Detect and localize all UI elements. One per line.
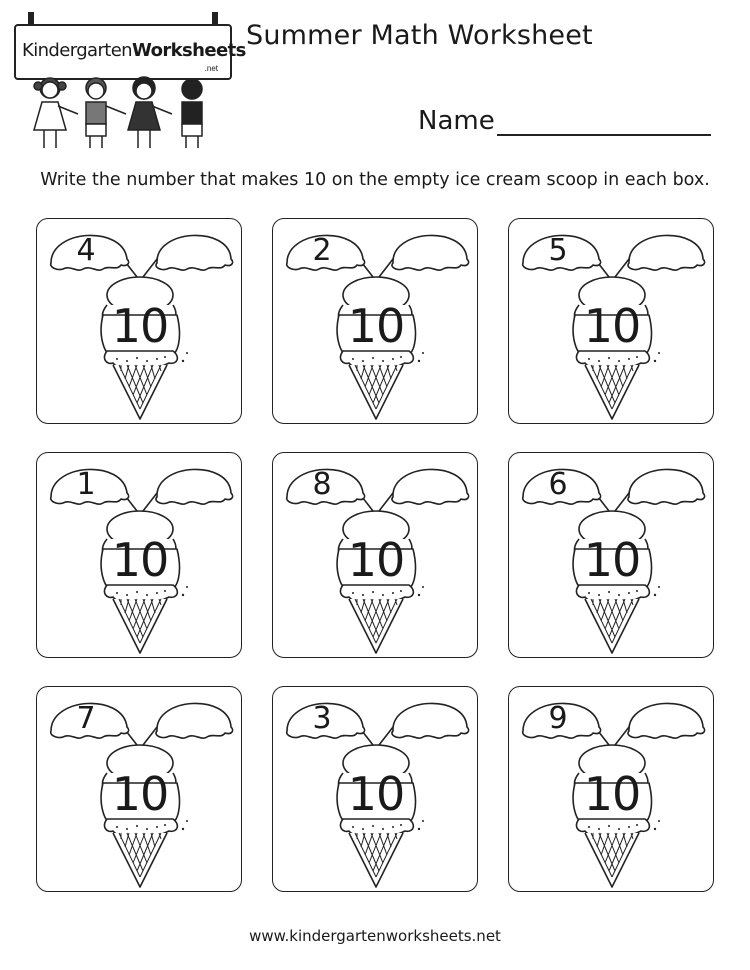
problem-card	[36, 686, 242, 892]
name-field[interactable]	[418, 106, 711, 136]
empty-scoop-answer[interactable]	[161, 467, 231, 501]
empty-scoop-answer[interactable]	[161, 701, 231, 735]
given-number: 4	[76, 233, 96, 268]
empty-scoop-answer[interactable]	[633, 467, 703, 501]
footer-url: www.kindergartenworksheets.net	[249, 927, 501, 945]
target-sum: 10	[583, 299, 641, 353]
children-illustration	[22, 72, 222, 152]
name-blank-line[interactable]	[497, 110, 711, 136]
given-number: 1	[76, 467, 96, 502]
problem-card	[508, 686, 714, 892]
target-sum: 10	[347, 533, 405, 587]
page-title: Summer Math Worksheet	[246, 20, 593, 51]
problem-card	[36, 218, 242, 424]
given-number: 2	[312, 233, 332, 268]
target-sum: 10	[111, 767, 169, 821]
target-sum: 10	[583, 767, 641, 821]
logo-brand-plain: Kindergarten	[22, 40, 132, 61]
logo-tld: .net	[204, 64, 218, 73]
empty-scoop-answer[interactable]	[633, 233, 703, 267]
instructions: Write the number that makes 10 on the empty ice cream scoop in each box.	[40, 170, 710, 190]
logo-brand-bold: Worksheets	[132, 40, 246, 61]
problem-card	[508, 452, 714, 658]
problem-grid	[36, 218, 716, 898]
target-sum: 10	[347, 767, 405, 821]
problem-card	[272, 686, 478, 892]
given-number: 6	[548, 467, 568, 502]
empty-scoop-answer[interactable]	[397, 701, 467, 735]
problem-card	[508, 218, 714, 424]
given-number: 5	[548, 233, 568, 268]
given-number: 8	[312, 467, 332, 502]
empty-scoop-answer[interactable]	[633, 701, 703, 735]
site-logo	[14, 14, 246, 152]
target-sum: 10	[347, 299, 405, 353]
target-sum: 10	[111, 533, 169, 587]
target-sum: 10	[111, 299, 169, 353]
name-label: Name	[418, 106, 495, 136]
given-number: 9	[548, 701, 568, 736]
empty-scoop-answer[interactable]	[161, 233, 231, 267]
given-number: 3	[312, 701, 332, 736]
empty-scoop-answer[interactable]	[397, 467, 467, 501]
given-number: 7	[76, 701, 96, 736]
problem-card	[272, 452, 478, 658]
empty-scoop-answer[interactable]	[397, 233, 467, 267]
problem-card	[272, 218, 478, 424]
target-sum: 10	[583, 533, 641, 587]
problem-card	[36, 452, 242, 658]
